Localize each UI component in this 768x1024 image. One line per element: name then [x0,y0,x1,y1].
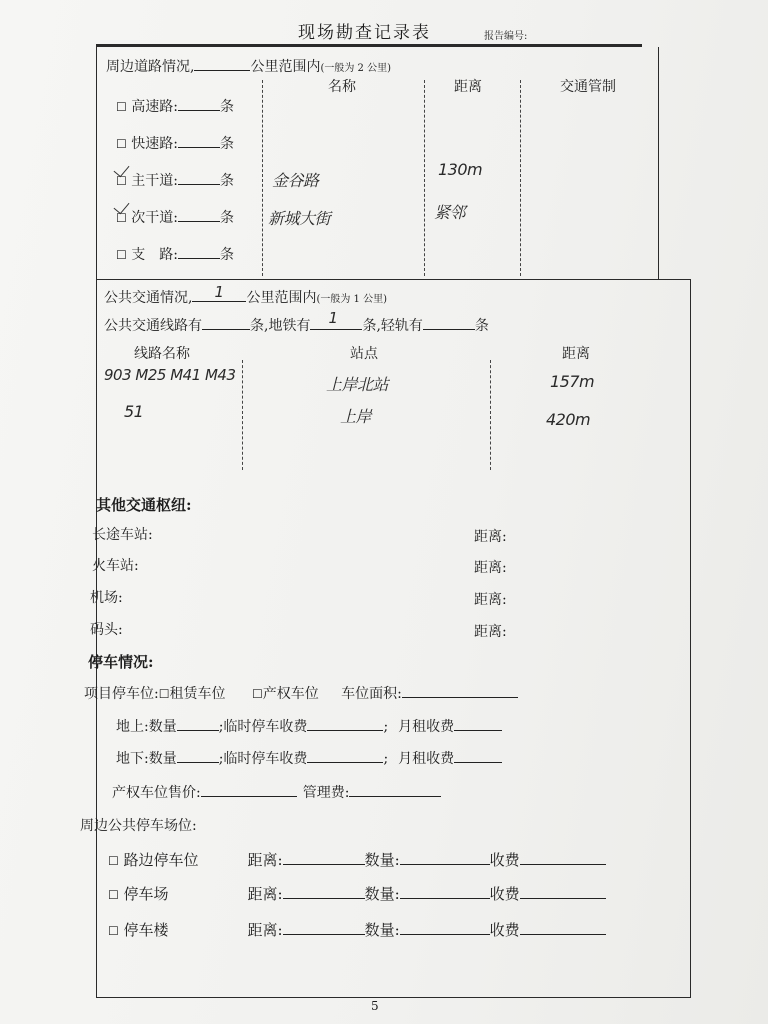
transit-divider-1 [242,360,243,470]
roads-col-distance: 距离 [454,79,482,95]
report-number-label: 报告编号: [484,31,528,42]
roads-divider-3 [520,80,521,276]
public-parking-garage-row: ☐ 停车楼 距离: 数量: 收费 [108,919,606,940]
road-row-highway: ☐ 高速路: 条 [116,96,234,116]
underground-parking-row: 地下:数量 ;临时停车收费 ; 月租收费 [116,748,502,768]
transit-col-distance: 距离 [562,346,590,362]
public-parking-lot-row: ☐ 停车场 距离: 数量: 收费 [108,883,606,904]
checkbox-icon[interactable]: ☐ [116,211,127,225]
frame-right-bottom [690,280,691,998]
checkbox-icon[interactable]: ☐ [116,174,127,188]
handwritten-transit-range: 1 [214,283,224,301]
handwritten-metro-count: 1 [328,309,338,327]
checkbox-icon[interactable]: ☐ [108,854,119,868]
handwritten-road-distance-arterial: 130m [438,160,483,179]
hub-port: 码头: [90,622,123,638]
checkbox-icon[interactable]: ☐ [251,687,263,701]
handwritten-road-name-arterial: 金谷路 [272,171,319,190]
handwritten-transit-lines-2: 51 [124,402,144,421]
frame-left [96,47,97,997]
project-parking-row: 项目停车位:☐租赁车位 ☐产权车位 车位面积: [84,683,518,703]
handwritten-road-distance-secondary: 紧邻 [434,203,466,222]
road-row-branch: ☐ 支 路: 条 [116,244,234,264]
roads-col-name: 名称 [328,79,356,95]
checkbox-icon[interactable]: ☐ [116,100,127,114]
handwritten-distance-1: 157m [550,372,595,391]
transit-divider-2 [490,360,491,470]
page-title: 现场勘查记录表 [298,23,431,43]
hub-distance-label: 距离: [474,529,507,545]
checkbox-icon[interactable]: ☐ [108,888,119,902]
page-number: 5 [371,999,379,1013]
hub-distance-label: 距离: [474,592,507,608]
owned-parking-price-row: 产权车位售价: 管理费: [112,782,441,802]
handwritten-station-1: 上岸北站 [326,375,389,394]
transit-col-line: 线路名称 [134,346,190,362]
frame-right-top [658,47,659,279]
transit-heading: 公共交通情况, 1 公里范围内(一般为 1 公里) [104,283,387,306]
roads-divider-1 [262,80,263,276]
above-ground-parking-row: 地上:数量 ;临时停车收费 ; 月租收费 [116,716,502,736]
hub-airport: 机场: [90,590,123,606]
hub-train-station: 火车站: [92,558,139,574]
roads-col-traffic: 交通管制 [560,79,616,95]
handwritten-station-2: 上岸 [340,407,372,426]
handwritten-distance-2: 420m [546,410,591,429]
road-row-expressway: ☐ 快速路: 条 [116,133,234,153]
section-divider [96,279,691,280]
hubs-heading: 其他交通枢纽: [96,496,192,514]
checkbox-icon[interactable]: ☐ [116,248,127,262]
header-rule [96,44,642,47]
hub-distance-label: 距离: [474,560,507,576]
road-row-secondary: ☐ 次干道: 条 [116,207,234,227]
road-row-arterial: ☐ 主干道: 条 [116,170,234,190]
parking-heading: 停车情况: [88,653,154,671]
checkbox-icon[interactable]: ☐ [158,687,170,701]
public-parking-heading: 周边公共停车场位: [80,818,197,834]
handwritten-transit-lines: 903 M25 M41 M43 [104,366,236,384]
checkbox-icon[interactable]: ☐ [116,137,127,151]
transit-col-station: 站点 [350,346,378,362]
frame-bottom [96,997,691,998]
checkbox-icon[interactable]: ☐ [108,924,119,938]
transit-lines-sentence: 公共交通线路有 条,地铁有 1 条,轻轨有 条 [104,309,489,334]
public-parking-roadside-row: ☐ 路边停车位 距离: 数量: 收费 [108,849,606,870]
hub-long-distance-bus: 长途车站: [92,527,153,543]
roads-divider-2 [424,80,425,276]
hub-distance-label: 距离: [474,624,507,640]
handwritten-road-name-secondary: 新城大街 [268,209,331,228]
roads-heading: 周边道路情况, 公里范围内(一般为 2 公里) [106,56,391,76]
